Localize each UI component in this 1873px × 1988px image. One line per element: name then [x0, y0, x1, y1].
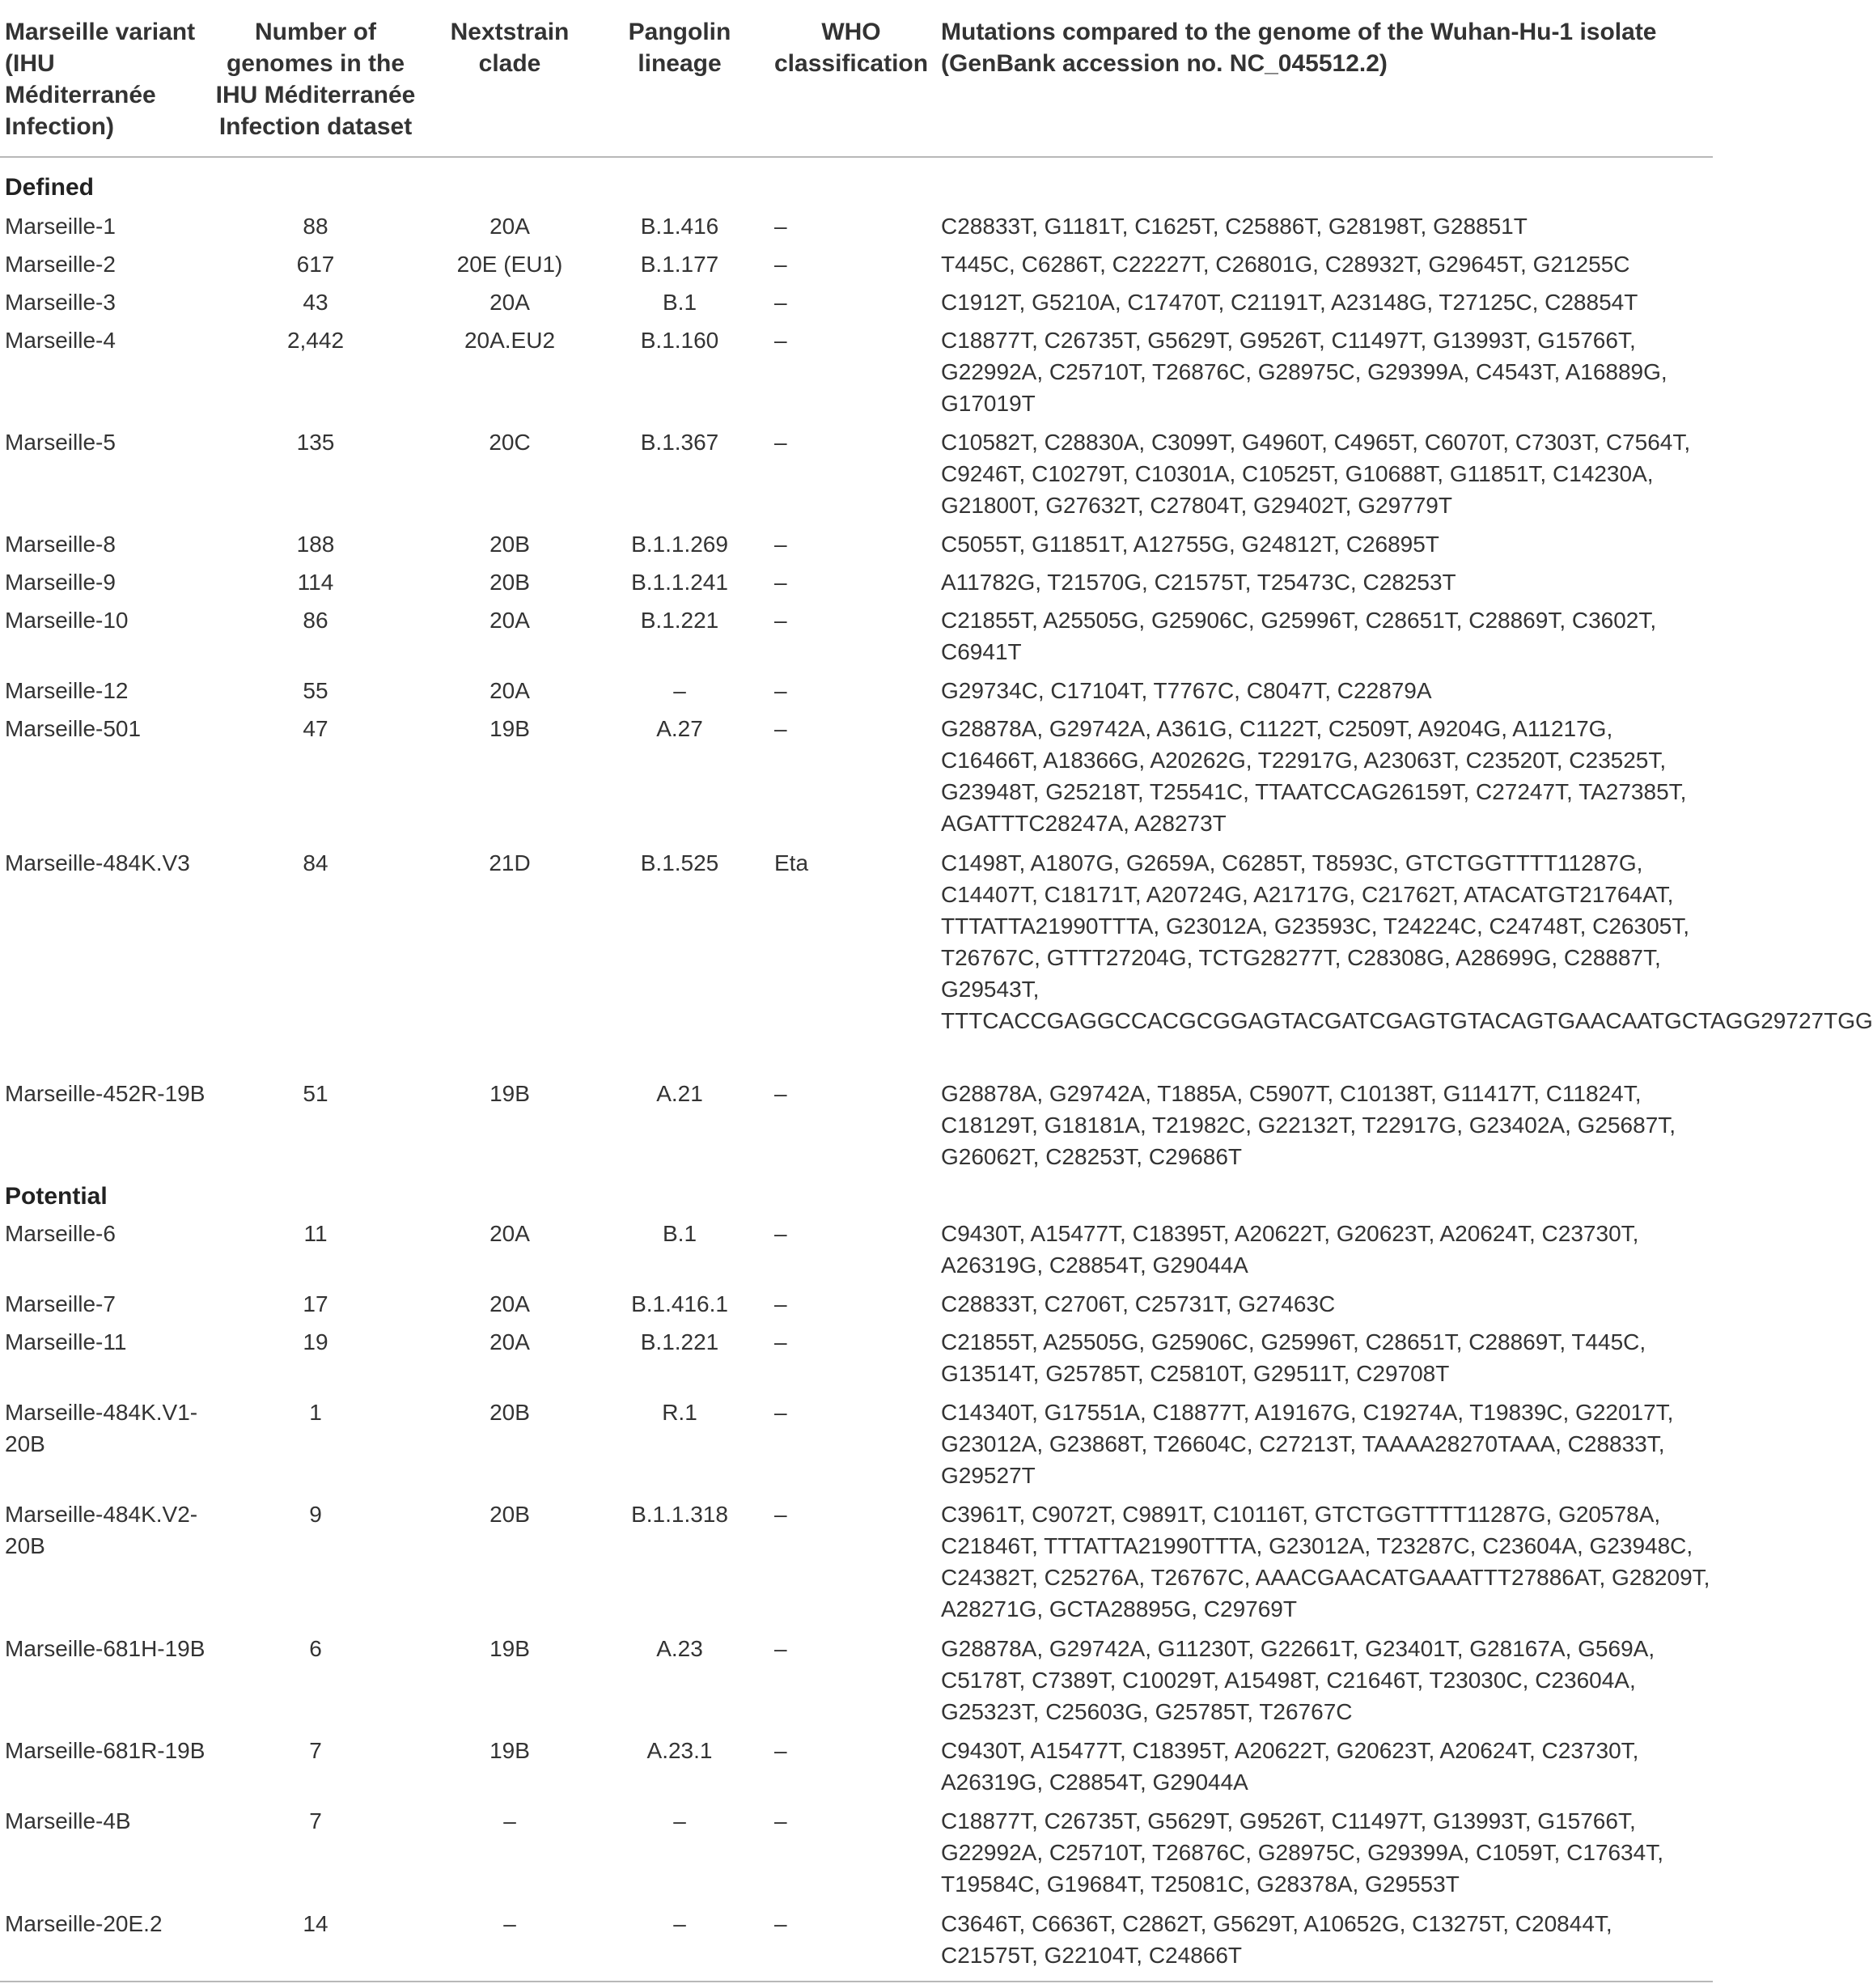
cell-genomes: 114	[297, 570, 334, 595]
cell-lineage: A.23	[656, 1636, 703, 1661]
cell-lineage: B.1.367	[640, 430, 719, 455]
cell-clade: 20A	[489, 214, 530, 239]
cell-who: –	[774, 252, 787, 277]
cell-lineage: B.1.416	[640, 214, 719, 239]
cell-lineage: B.1.1.269	[631, 532, 728, 557]
cell-variant: Marseille-11	[5, 1329, 127, 1354]
cell-lineage: B.1.1.241	[631, 570, 728, 595]
cell-clade: 21D	[489, 850, 531, 875]
cell-mutations: T445C, C6286T, C22227T, C26801G, C28932T, G29645T, G21255C	[941, 252, 1630, 277]
cell-variant: Marseille-484K.V3	[5, 850, 190, 875]
cell-variant: Marseille-9	[5, 570, 116, 595]
cell-mutations: C21855T, A25505G, G25906C, G25996T, C28651T, C28869T, T445C, G13514T, G25785T, C25810T, G29511T, C29708T	[941, 1329, 1646, 1386]
cell-lineage: B.1	[662, 290, 697, 315]
cell-variant: Marseille-681R-19B	[5, 1738, 206, 1763]
cell-mutations: C3961T, C9072T, C9891T, C10116T, GTCTGGTTTT11287G, G20578A, C21846T, TTTATTA21990TTTA, G23012A, T23287C, C23604A, G23948C, C24382T, C25276A, T26767C, AAACGAACATGAAATTT27886AT, G28209T, A28271G, GCTA28895G, C29769T	[941, 1502, 1710, 1621]
cell-clade: 20A	[489, 1291, 530, 1316]
cell-clade: 19B	[489, 1636, 530, 1661]
cell-variant: Marseille-452R-19B	[5, 1081, 206, 1106]
cell-variant: Marseille-10	[5, 608, 129, 633]
header-mutations: Mutations compared to the genome of the Wuhan-Hu-1 isolate (GenBank accession no. NC_045512.2)	[941, 19, 1657, 77]
cell-who: –	[774, 1502, 787, 1527]
cell-genomes: 7	[309, 1808, 322, 1833]
cell-lineage: B.1.221	[640, 1329, 719, 1354]
section-defined: Defined	[5, 174, 95, 201]
cell-lineage: B.1.221	[640, 608, 719, 633]
cell-lineage: B.1.525	[640, 850, 719, 875]
cell-variant: Marseille-501	[5, 716, 142, 741]
cell-who: –	[774, 532, 787, 557]
cell-clade: 20A	[489, 678, 530, 703]
cell-who: –	[774, 1400, 787, 1425]
cell-mutations: G28878A, G29742A, T1885A, C5907T, C10138T, G11417T, C11824T, C18129T, G18181A, T21982C, G22132T, T22917G, G23402A, G25687T, G26062T, C28253T, C29686T	[941, 1081, 1676, 1169]
cell-mutations: C28833T, G1181T, C1625T, C25886T, G28198T, G28851T	[941, 214, 1528, 239]
cell-mutations: C3646T, C6636T, C2862T, G5629T, A10652G, C13275T, C20844T, C21575T, G22104T, C24866T	[941, 1911, 1612, 1968]
cell-variant: Marseille-4B	[5, 1808, 131, 1833]
cell-variant: Marseille-4	[5, 328, 116, 353]
cell-mutations: C10582T, C28830A, C3099T, G4960T, C4965T, C6070T, C7303T, C7564T, C9246T, C10279T, C10301A, C10525T, G10688T, G11851T, C14230A, G21800T, G27632T, C27804T, G29402T, G29779T	[941, 430, 1691, 518]
table-bottom-rule	[0, 1981, 1713, 1982]
cell-lineage: –	[673, 1808, 686, 1833]
cell-variant: Marseille-12	[5, 678, 129, 703]
cell-variant: Marseille-3	[5, 290, 116, 315]
cell-genomes: 19	[303, 1329, 328, 1354]
cell-genomes: 11	[303, 1221, 328, 1246]
header-who: WHO classification	[774, 19, 929, 77]
cell-who: –	[774, 570, 787, 595]
cell-genomes: 14	[303, 1911, 328, 1936]
cell-clade: 20A	[489, 1221, 530, 1246]
cell-lineage: R.1	[662, 1400, 697, 1425]
cell-genomes: 55	[303, 678, 328, 703]
cell-genomes: 6	[309, 1636, 322, 1661]
cell-mutations: G28878A, G29742A, G11230T, G22661T, G23401T, G28167A, G569A, C5178T, C7389T, C10029T, A15498T, C21646T, T23030C, C23604A, G25323T, C25603G, G25785T, T26767C	[941, 1636, 1655, 1724]
cell-who: –	[774, 1636, 787, 1661]
cell-clade: 20B	[489, 532, 530, 557]
cell-lineage: –	[673, 1911, 686, 1936]
cell-clade: 20B	[489, 1400, 530, 1425]
cell-who: –	[774, 214, 787, 239]
cell-variant: Marseille-484K.V2-20B	[5, 1502, 198, 1558]
cell-mutations: C28833T, C2706T, C25731T, G27463C	[941, 1291, 1336, 1316]
cell-who: –	[774, 608, 787, 633]
header-lineage: Pangolin lineage	[628, 19, 731, 77]
cell-clade: 20B	[489, 1502, 530, 1527]
cell-clade: 20A	[489, 1329, 530, 1354]
cell-who: –	[774, 1911, 787, 1936]
cell-genomes: 2,442	[286, 328, 345, 353]
cell-variant: Marseille-681H-19B	[5, 1636, 206, 1661]
cell-genomes: 47	[303, 716, 328, 741]
cell-lineage: A.21	[656, 1081, 703, 1106]
cell-genomes: 51	[303, 1081, 328, 1106]
cell-variant: Marseille-1	[5, 214, 116, 239]
cell-lineage: B.1	[662, 1221, 697, 1246]
cell-clade: 20A	[489, 290, 530, 315]
cell-who: –	[774, 1081, 787, 1106]
cell-mutations: C9430T, A15477T, C18395T, A20622T, G20623T, A20624T, C23730T, A26319G, C28854T, G29044A	[941, 1221, 1639, 1278]
cell-mutations: A11782G, T21570G, C21575T, T25473C, C28253T	[941, 570, 1456, 595]
cell-who: –	[774, 716, 787, 741]
cell-who: –	[774, 1738, 787, 1763]
cell-clade: –	[503, 1911, 516, 1936]
cell-lineage: A.27	[656, 716, 703, 741]
cell-lineage: B.1.160	[640, 328, 719, 353]
cell-lineage: A.23.1	[646, 1738, 713, 1763]
cell-variant: Marseille-20E.2	[5, 1911, 163, 1936]
cell-genomes: 43	[303, 290, 328, 315]
cell-who: Eta	[774, 850, 809, 875]
cell-who: –	[774, 328, 787, 353]
cell-who: –	[774, 430, 787, 455]
cell-mutations: C1498T, A1807G, G2659A, C6285T, T8593C, GTCTGGTTTT11287G, C14407T, C18171T, A20724G, A21717G, C21762T, ATACATGT21764AT, TTTATTA21990TTTA, G23012A, G23593C, T24224C, C24748T, C26305T, T26767C, GTTT27204G, TCTG28277T, C28308G, A28699G, C28887T, G29543T, TTTCACCGAGGCCACGCGGAGTACGATCGAGTGTACAGTGAACAATGCTAGG29727TGG	[941, 850, 1873, 1033]
cell-who: –	[774, 1221, 787, 1246]
cell-genomes: 9	[309, 1502, 322, 1527]
cell-genomes: 1	[309, 1400, 322, 1425]
cell-lineage: –	[673, 678, 686, 703]
cell-who: –	[774, 1329, 787, 1354]
cell-mutations: G28878A, G29742A, A361G, C1122T, C2509T, A9204G, A11217G, C16466T, A18366G, A20262G, T22917G, A23063T, C23520T, C23525T, G23948T, G25218T, T25541C, TTAATCCAG26159T, C27247T, TA27385T, AGATTTC28247A, A28273T	[941, 716, 1687, 836]
cell-mutations: C5055T, G11851T, A12755G, G24812T, C26895T	[941, 532, 1439, 557]
cell-clade: 19B	[489, 716, 530, 741]
cell-variant: Marseille-7	[5, 1291, 116, 1316]
table-header	[0, 0, 1713, 158]
cell-genomes: 188	[296, 532, 335, 557]
cell-mutations: C18877T, C26735T, G5629T, G9526T, C11497T, G13993T, G15766T, G22992A, C25710T, T26876C, G28975C, G29399A, C1059T, C17634T, T19584C, G19684T, T25081C, G28378A, G29553T	[941, 1808, 1663, 1897]
cell-who: –	[774, 1808, 787, 1833]
cell-variant: Marseille-484K.V1-20B	[5, 1400, 198, 1456]
cell-genomes: 135	[296, 430, 335, 455]
cell-variant: Marseille-5	[5, 430, 116, 455]
header-genomes: Number of genomes in the IHU Méditerranée Infection dataset	[215, 19, 416, 140]
cell-clade: 20E (EU1)	[456, 252, 563, 277]
cell-clade: 20A.EU2	[464, 328, 556, 353]
cell-genomes: 88	[303, 214, 328, 239]
cell-who: –	[774, 678, 787, 703]
header-clade: Nextstrain clade	[450, 19, 570, 77]
cell-clade: –	[503, 1808, 516, 1833]
cell-clade: 20C	[489, 430, 531, 455]
cell-who: –	[774, 290, 787, 315]
cell-genomes: 86	[303, 608, 328, 633]
cell-who: –	[774, 1291, 787, 1316]
cell-genomes: 7	[309, 1738, 322, 1763]
cell-variant: Marseille-8	[5, 532, 116, 557]
section-potential: Potential	[5, 1183, 108, 1210]
cell-clade: 20A	[489, 608, 530, 633]
cell-clade: 19B	[489, 1081, 530, 1106]
cell-variant: Marseille-6	[5, 1221, 116, 1246]
cell-clade: 19B	[489, 1738, 530, 1763]
cell-variant: Marseille-2	[5, 252, 116, 277]
cell-mutations: C9430T, A15477T, C18395T, A20622T, G20623T, A20624T, C23730T, A26319G, C28854T, G29044A	[941, 1738, 1639, 1795]
cell-mutations: C14340T, G17551A, C18877T, A19167G, C19274A, T19839C, G22017T, G23012A, G23868T, T26604C, C27213T, TAAAA28270TAAA, C28833T, G29527T	[941, 1400, 1674, 1488]
cell-mutations: C1912T, G5210A, C17470T, C21191T, A23148G, T27125C, C28854T	[941, 290, 1638, 315]
cell-lineage: B.1.416.1	[631, 1291, 728, 1316]
cell-lineage: B.1.1.318	[631, 1502, 728, 1527]
cell-lineage: B.1.177	[640, 252, 719, 277]
cell-mutations: G29734C, C17104T, T7767C, C8047T, C22879A	[941, 678, 1432, 703]
header-variant: Marseille variant (IHU Méditerranée Infection)	[5, 19, 196, 140]
cell-clade: 20B	[489, 570, 530, 595]
cell-genomes: 84	[303, 850, 328, 875]
cell-genomes: 617	[296, 252, 335, 277]
cell-mutations: C21855T, A25505G, G25906C, G25996T, C28651T, C28869T, C3602T, C6941T	[941, 608, 1657, 664]
cell-mutations: C18877T, C26735T, G5629T, G9526T, C11497T, G13993T, G15766T, G22992A, C25710T, T26876C, G28975C, G29399A, C4543T, A16889G, G17019T	[941, 328, 1667, 416]
cell-genomes: 17	[303, 1291, 328, 1316]
